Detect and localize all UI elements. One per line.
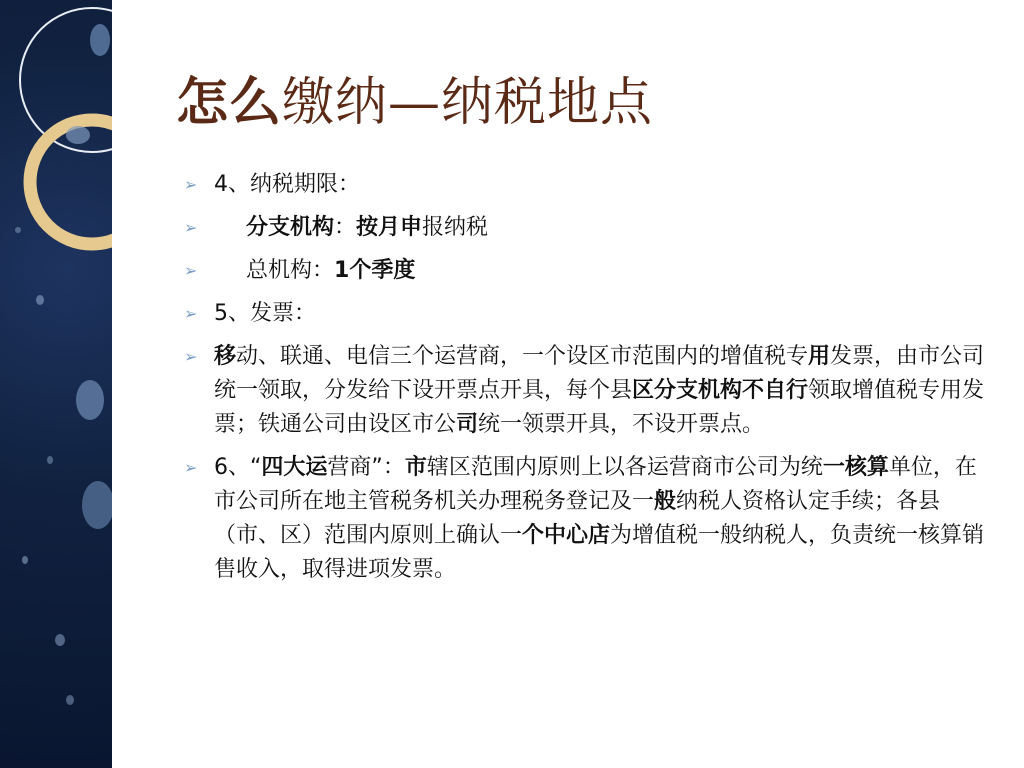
water-drop: [66, 126, 90, 144]
decorative-side-panel: [0, 0, 112, 768]
water-drop: [76, 380, 104, 420]
bullet-list: [184, 168, 992, 596]
arrow-bullet-icon: ➢: [184, 175, 198, 194]
slide-title-bold: 怎么: [176, 72, 283, 133]
bullet-headquarters: ➢ 总机构：1个季度: [184, 254, 992, 288]
arrow-bullet-icon: ➢: [184, 261, 198, 280]
water-drop: [55, 634, 65, 646]
slide-title: [176, 60, 653, 135]
arrow-bullet-icon: ➢: [184, 218, 198, 237]
water-drop: [82, 481, 112, 529]
water-drop: [22, 556, 28, 564]
slide-title-rest: 缴纳—纳税地点: [282, 73, 654, 133]
water-drop: [36, 295, 44, 305]
water-drop: [66, 695, 74, 705]
water-drop-decoration: [0, 0, 112, 768]
arrow-bullet-icon: ➢: [184, 304, 198, 323]
arrow-bullet-icon: ➢: [184, 347, 198, 366]
bullet-invoice: ➢ 5、发票：: [184, 297, 992, 331]
bullet-big-four-operators: ➢ 6、“四大运营商”：市辖区范围内原则上以各运营商市公司为统一核算单位，在市公司所在地主管税务机关办理税务登记及一般纳税人资格认定手续；各县（市、区）范围内原则上确认一个中心店为增值税一般纳税人，负责统一核算销售收入，取得进项发票。: [184, 451, 992, 587]
bullet-telecom-operators: ➢ 移动、联通、电信三个运营商，一个设区市范围内的增值税专用发票，由市公司统一领取，分发给下设开票点开具，每个县区分支机构不自行领取增值税专用发票；铁通公司由设区市公司统一领票开具，不设开票点。: [184, 340, 992, 442]
water-drop: [47, 456, 53, 464]
bullet-branch: ➢ 分支机构：按月申报纳税: [184, 211, 992, 245]
water-drop: [15, 227, 21, 233]
bullet-deadline: ➢ 4、纳税期限：: [184, 168, 992, 202]
water-drop: [90, 24, 110, 56]
arrow-bullet-icon: ➢: [184, 458, 198, 477]
